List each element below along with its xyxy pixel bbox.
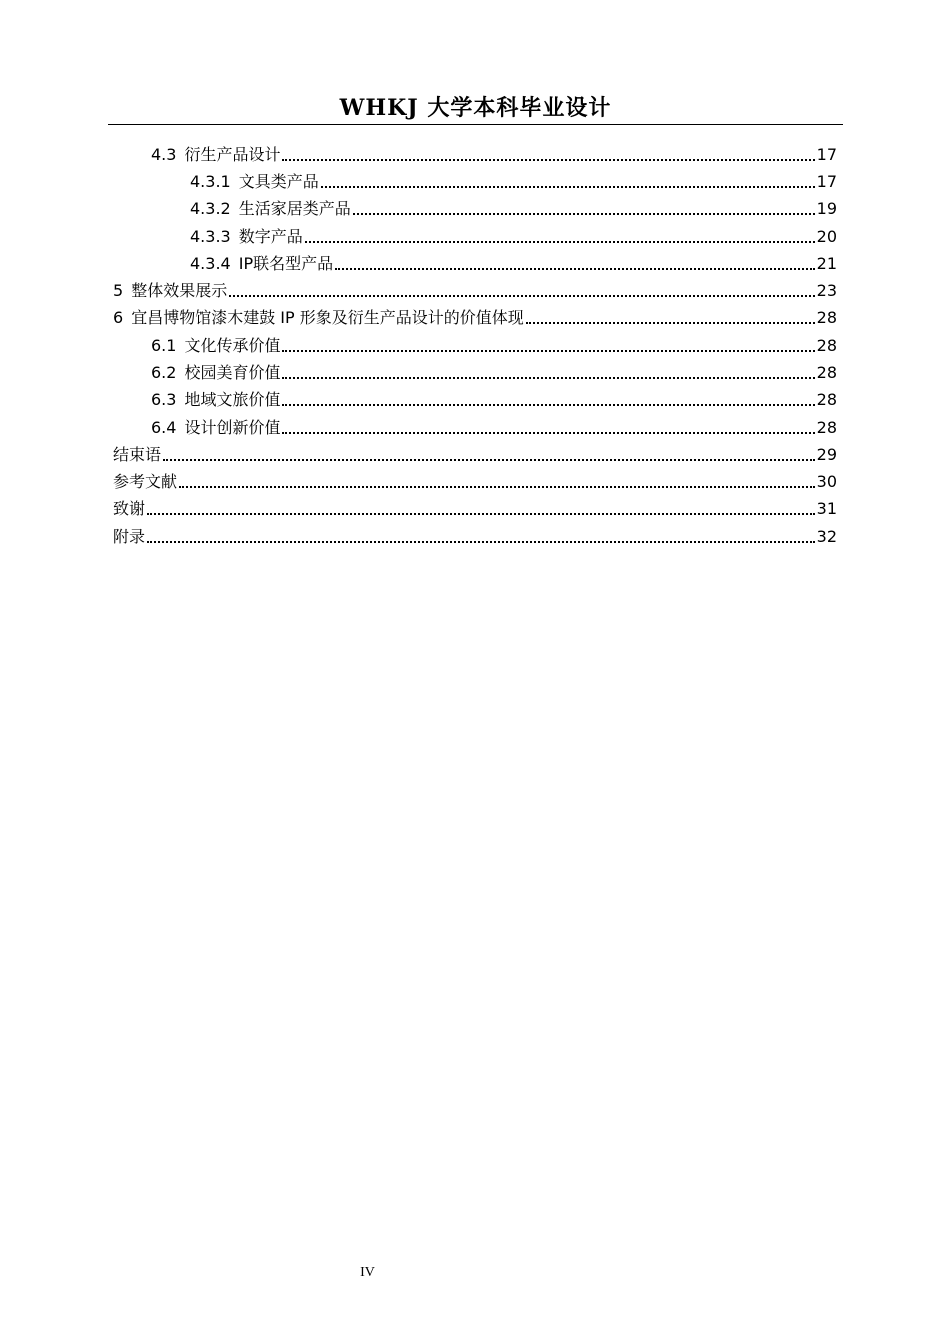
toc-entry-number: 6.4 (151, 418, 177, 437)
toc-dot-leader (282, 432, 814, 434)
toc-dot-leader (147, 541, 815, 543)
toc-entry-title: 文化传承价值 (184, 336, 281, 355)
header-title: WHKJ 大学本科毕业设计 (339, 95, 612, 121)
toc-entry-title: 生活家居类产品 (238, 199, 351, 218)
toc-entry-page: 17 (816, 172, 837, 191)
toc-entry-title: 结束语 (113, 445, 162, 464)
toc-entry-page: 28 (816, 418, 837, 437)
toc-dot-leader (282, 350, 814, 352)
toc-entry-title: 致谢 (113, 499, 146, 518)
toc-entry[interactable] (190, 248, 837, 274)
toc-entry-page: 17 (816, 145, 837, 164)
toc-dot-leader (321, 186, 815, 188)
toc-entry-page: 20 (816, 227, 837, 246)
toc-entry-number: 4.3.1 (190, 172, 231, 191)
toc-entry-page: 28 (816, 308, 837, 327)
toc-entry-title: IP联名型产品 (238, 254, 334, 273)
toc-entry[interactable] (151, 384, 837, 410)
toc-entry[interactable] (190, 193, 837, 219)
toc-entry-page: 30 (816, 472, 837, 491)
toc-dot-leader (229, 295, 814, 297)
toc-entry-title: 附录 (113, 527, 146, 546)
toc-dot-leader (335, 268, 815, 270)
toc-entry-number: 4.3.2 (190, 199, 231, 218)
toc-entry-page: 31 (816, 499, 837, 518)
toc-entry-number: 6.1 (151, 336, 177, 355)
page-number: IV (360, 1265, 375, 1280)
toc-entry-page: 32 (816, 527, 837, 546)
toc-entry[interactable] (151, 139, 837, 165)
toc-dot-leader (353, 213, 815, 215)
toc-entry-number: 4.3.3 (190, 227, 231, 246)
toc-entry[interactable] (113, 275, 837, 301)
toc-entry-title: 地域文旅价值 (184, 390, 281, 409)
toc-entry[interactable] (151, 357, 837, 383)
toc-entry-title: 数字产品 (238, 227, 303, 246)
toc-entry-number: 6.3 (151, 390, 177, 409)
toc-entry-page: 28 (816, 390, 837, 409)
toc-entry-number: 4.3 (151, 145, 177, 164)
toc-entry[interactable] (113, 521, 837, 547)
toc-entry[interactable] (190, 166, 837, 192)
toc-dot-leader (179, 486, 815, 488)
toc-entry-page: 23 (816, 281, 837, 300)
toc-entry-title: 设计创新价值 (184, 418, 281, 437)
toc-dot-leader (163, 459, 815, 461)
toc-dot-leader (282, 404, 814, 406)
toc-dot-leader (282, 377, 814, 379)
table-of-contents (0, 0, 950, 600)
toc-entry-page: 21 (816, 254, 837, 273)
toc-dot-leader (282, 159, 814, 161)
toc-entry-title: 宜昌博物馆漆木建鼓 IP 形象及衍生产品设计的价值体现 (131, 308, 524, 327)
toc-entry-title: 参考文献 (113, 472, 178, 491)
toc-entry[interactable] (113, 439, 837, 465)
toc-dot-leader (526, 322, 815, 324)
toc-entry[interactable] (151, 412, 837, 438)
toc-entry-number: 5 (113, 281, 124, 300)
toc-entry-page: 28 (816, 336, 837, 355)
toc-entry-number: 4.3.4 (190, 254, 231, 273)
toc-dot-leader (305, 241, 815, 243)
toc-entry[interactable] (113, 493, 837, 519)
toc-entry[interactable] (190, 221, 837, 247)
toc-entry-title: 校园美育价值 (184, 363, 281, 382)
toc-entry-number: 6.2 (151, 363, 177, 382)
toc-entry-page: 28 (816, 363, 837, 382)
toc-dot-leader (147, 513, 815, 515)
toc-entry[interactable] (151, 330, 837, 356)
toc-entry-title: 整体效果展示 (131, 281, 228, 300)
toc-entry-page: 29 (816, 445, 837, 464)
toc-entry[interactable] (113, 466, 837, 492)
toc-entry-page: 19 (816, 199, 837, 218)
toc-entry[interactable] (113, 302, 837, 328)
toc-entry-title: 文具类产品 (238, 172, 319, 191)
toc-entry-number: 6 (113, 308, 124, 327)
toc-entry-title: 衍生产品设计 (184, 145, 281, 164)
